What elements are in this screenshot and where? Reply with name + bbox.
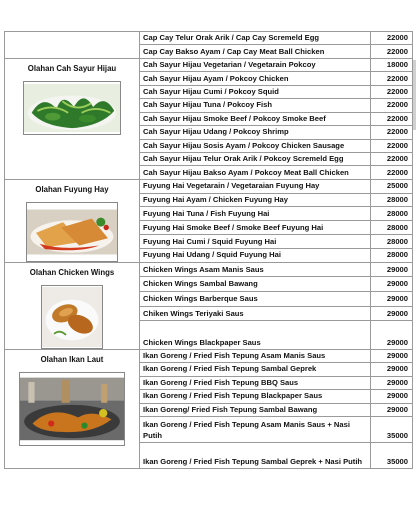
item-name: Chicken Wings Blackpaper Saus: [140, 321, 371, 349]
item-price: 18000: [371, 58, 413, 71]
item-name: Chiken Wings Teriyaki Saus: [140, 306, 371, 321]
category-cell: [5, 58, 140, 179]
item-price: 22000: [371, 126, 413, 139]
item-price: 29000: [371, 262, 413, 277]
item-name: Ikan Goreng / Fried Fish Tepung Asam Manis Saus + Nasi Putih: [140, 417, 371, 443]
item-name: Cah Sayur Hijau Ayam / Pokcoy Chicken: [140, 72, 371, 85]
item-price: 22000: [371, 166, 413, 179]
item-price: 22000: [371, 139, 413, 152]
item-name: Ikan Goreng / Fried Fish Tepung Sambal Geprek + Nasi Putih: [140, 443, 371, 469]
item-price: 22000: [371, 45, 413, 58]
item-price: 29000: [371, 403, 413, 416]
item-price: 28000: [371, 248, 413, 262]
item-price: 29000: [371, 390, 413, 403]
menu-table: [4, 31, 413, 469]
menu-row: [5, 179, 413, 193]
item-price: 29000: [371, 363, 413, 376]
item-name: Cah Sayur Hijau Sosis Ayam / Pokcoy Chicken Sausage: [140, 139, 371, 152]
item-name: Fuyung Hai Tuna / Fish Fuyung Hai: [140, 207, 371, 221]
item-price: 29000: [371, 376, 413, 389]
item-price: 22000: [371, 112, 413, 125]
item-name: Cah Sayur Hijau Smoke Beef / Pokcoy Smoke Beef: [140, 112, 371, 125]
item-name: Fuyung Hai Vegetarain / Vegetaraian Fuyung Hay: [140, 179, 371, 193]
category-cell: [5, 262, 140, 349]
item-name: Ikan Goreng/ Fried Fish Tepung Sambal Bawang: [140, 403, 371, 416]
item-price: 29000: [371, 277, 413, 292]
menu-row: [5, 262, 413, 277]
item-price: 22000: [371, 85, 413, 98]
item-price: 29000: [371, 306, 413, 321]
item-name: Ikan Goreng / Fried Fish Tepung Sambal Geprek: [140, 363, 371, 376]
item-price: 29000: [371, 349, 413, 362]
fuyung-hai-photo: [26, 202, 118, 262]
item-name: Fuyung Hai Ayam / Chicken Fuyung Hay: [140, 193, 371, 207]
category-title: Olahan Fuyung Hay: [35, 184, 109, 194]
item-name: Cah Sayur Hijau Udang / Pokcoy Shrimp: [140, 126, 371, 139]
category-cell: [5, 32, 140, 59]
item-name: Chicken Wings Barberque Saus: [140, 292, 371, 307]
category-title: Olahan Chicken Wings: [29, 267, 115, 277]
item-price: 28000: [371, 221, 413, 235]
category-cell: [5, 179, 140, 262]
item-name: Cah Sayur Hijau Cumi / Pokcoy Squid: [140, 85, 371, 98]
item-name: Cah Sayur Hijau Vegetarian / Vegetarain Pokcoy: [140, 58, 371, 71]
item-name: Cah Sayur Hijau Telur Orak Arik / Pokcoy Scremeld Egg: [140, 152, 371, 165]
item-price: 29000: [371, 321, 413, 349]
item-name: Chicken Wings Sambal Bawang: [140, 277, 371, 292]
item-name: Fuyung Hai Udang / Squid Fuyung Hai: [140, 248, 371, 262]
item-name: Ikan Goreng / Fried Fish Tepung Asam Manis Saus: [140, 349, 371, 362]
chicken-wings-photo: [41, 285, 103, 349]
item-name: Cap Cay Bakso Ayam / Cap Cay Meat Ball Chicken: [140, 45, 371, 58]
item-price: 28000: [371, 193, 413, 207]
item-price: 22000: [371, 72, 413, 85]
item-name: Ikan Goreng / Fried Fish Tepung Blackpaper Saus: [140, 390, 371, 403]
fried-fish-photo: [19, 372, 125, 446]
item-name: Fuyung Hai Smoke Beef / Smoke Beef Fuyung Hai: [140, 221, 371, 235]
category-cell: [5, 349, 140, 468]
item-price: 22000: [371, 99, 413, 112]
menu-row: [5, 349, 413, 362]
item-name: Cah Sayur Hijau Bakso Ayam / Pokcoy Meat Ball Chicken: [140, 166, 371, 179]
category-title: Olahan Cah Sayur Hijau: [27, 63, 117, 73]
stir-fried-greens-photo: [23, 81, 121, 135]
item-price: 35000: [371, 417, 413, 443]
item-name: Ikan Goreng / Fried Fish Tepung BBQ Saus: [140, 376, 371, 389]
item-price: 29000: [371, 292, 413, 307]
item-name: Fuyung Hai Cumi / Squid Fuyung Hai: [140, 235, 371, 249]
item-name: Cah Sayur Hijau Tuna / Pokcoy Fish: [140, 99, 371, 112]
item-name: Cap Cay Telur Orak Arik / Cap Cay Scremeld Egg: [140, 32, 371, 45]
menu-row: [5, 32, 413, 45]
item-price: 22000: [371, 152, 413, 165]
item-name: Chicken Wings Asam Manis Saus: [140, 262, 371, 277]
item-price: 25000: [371, 179, 413, 193]
item-price: 28000: [371, 207, 413, 221]
item-price: 35000: [371, 443, 413, 469]
item-price: 22000: [371, 32, 413, 45]
item-price: 28000: [371, 235, 413, 249]
menu-row: [5, 58, 413, 71]
category-title: Olahan Ikan Laut: [40, 354, 104, 364]
